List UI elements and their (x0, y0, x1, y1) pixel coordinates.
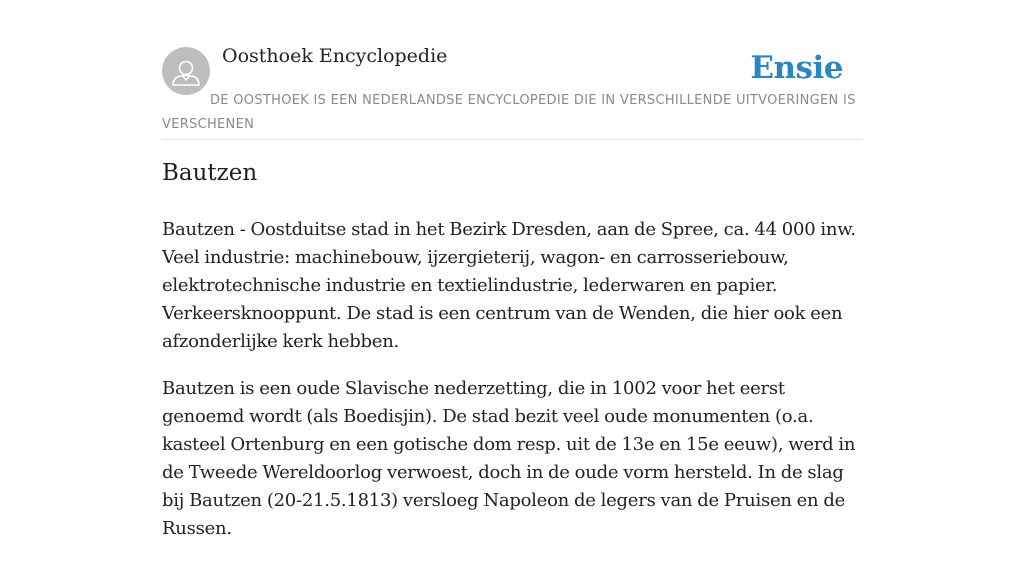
user-silhouette-icon (162, 47, 210, 95)
source-avatar[interactable] (162, 47, 210, 95)
source-header (162, 0, 862, 140)
article-title: Bautzen (162, 160, 258, 186)
article-paragraph-1: Bautzen - Oostduitse stad in het Bezirk Dresden, aan de Spree, ca. 44 000 inw. Veel industrie: machinebouw, ijzergieterij, wagon- en carrosseriebouw, elektrotechnische industrie en textielindustrie, lederwaren en papier. Verkeersknooppunt. De stad is een centrum van de Wenden, die hier ook een afzonderlijke kerk hebben. (162, 219, 856, 352)
article-body (162, 216, 862, 562)
source-description: DE OOSTHOEK IS EEN NEDERLANDSE ENCYCLOPEDIE DIE IN VERSCHILLENDE UITVOERINGEN IS VERSCHENEN (162, 93, 856, 132)
content-container (162, 0, 862, 539)
brand-logo[interactable]: Ensie (750, 50, 843, 86)
article-paragraph-2: Bautzen is een oude Slavische nederzetting, die in 1002 voor het eerst genoemd wordt (als Boedisjin). De stad bezit veel oude monumenten (o.a. kasteel Ortenburg en een gotische dom resp. uit de 13e en 15e eeuw), werd in de Tweede Wereldoorlog verwoest, doch in de oude vorm hersteld. In de slag bij Bautzen (20-21.5.1813) versloeg Napoleon de legers van de Pruisen en de Russen. (162, 378, 856, 539)
source-title[interactable]: Oosthoek Encyclopedie (222, 45, 448, 67)
